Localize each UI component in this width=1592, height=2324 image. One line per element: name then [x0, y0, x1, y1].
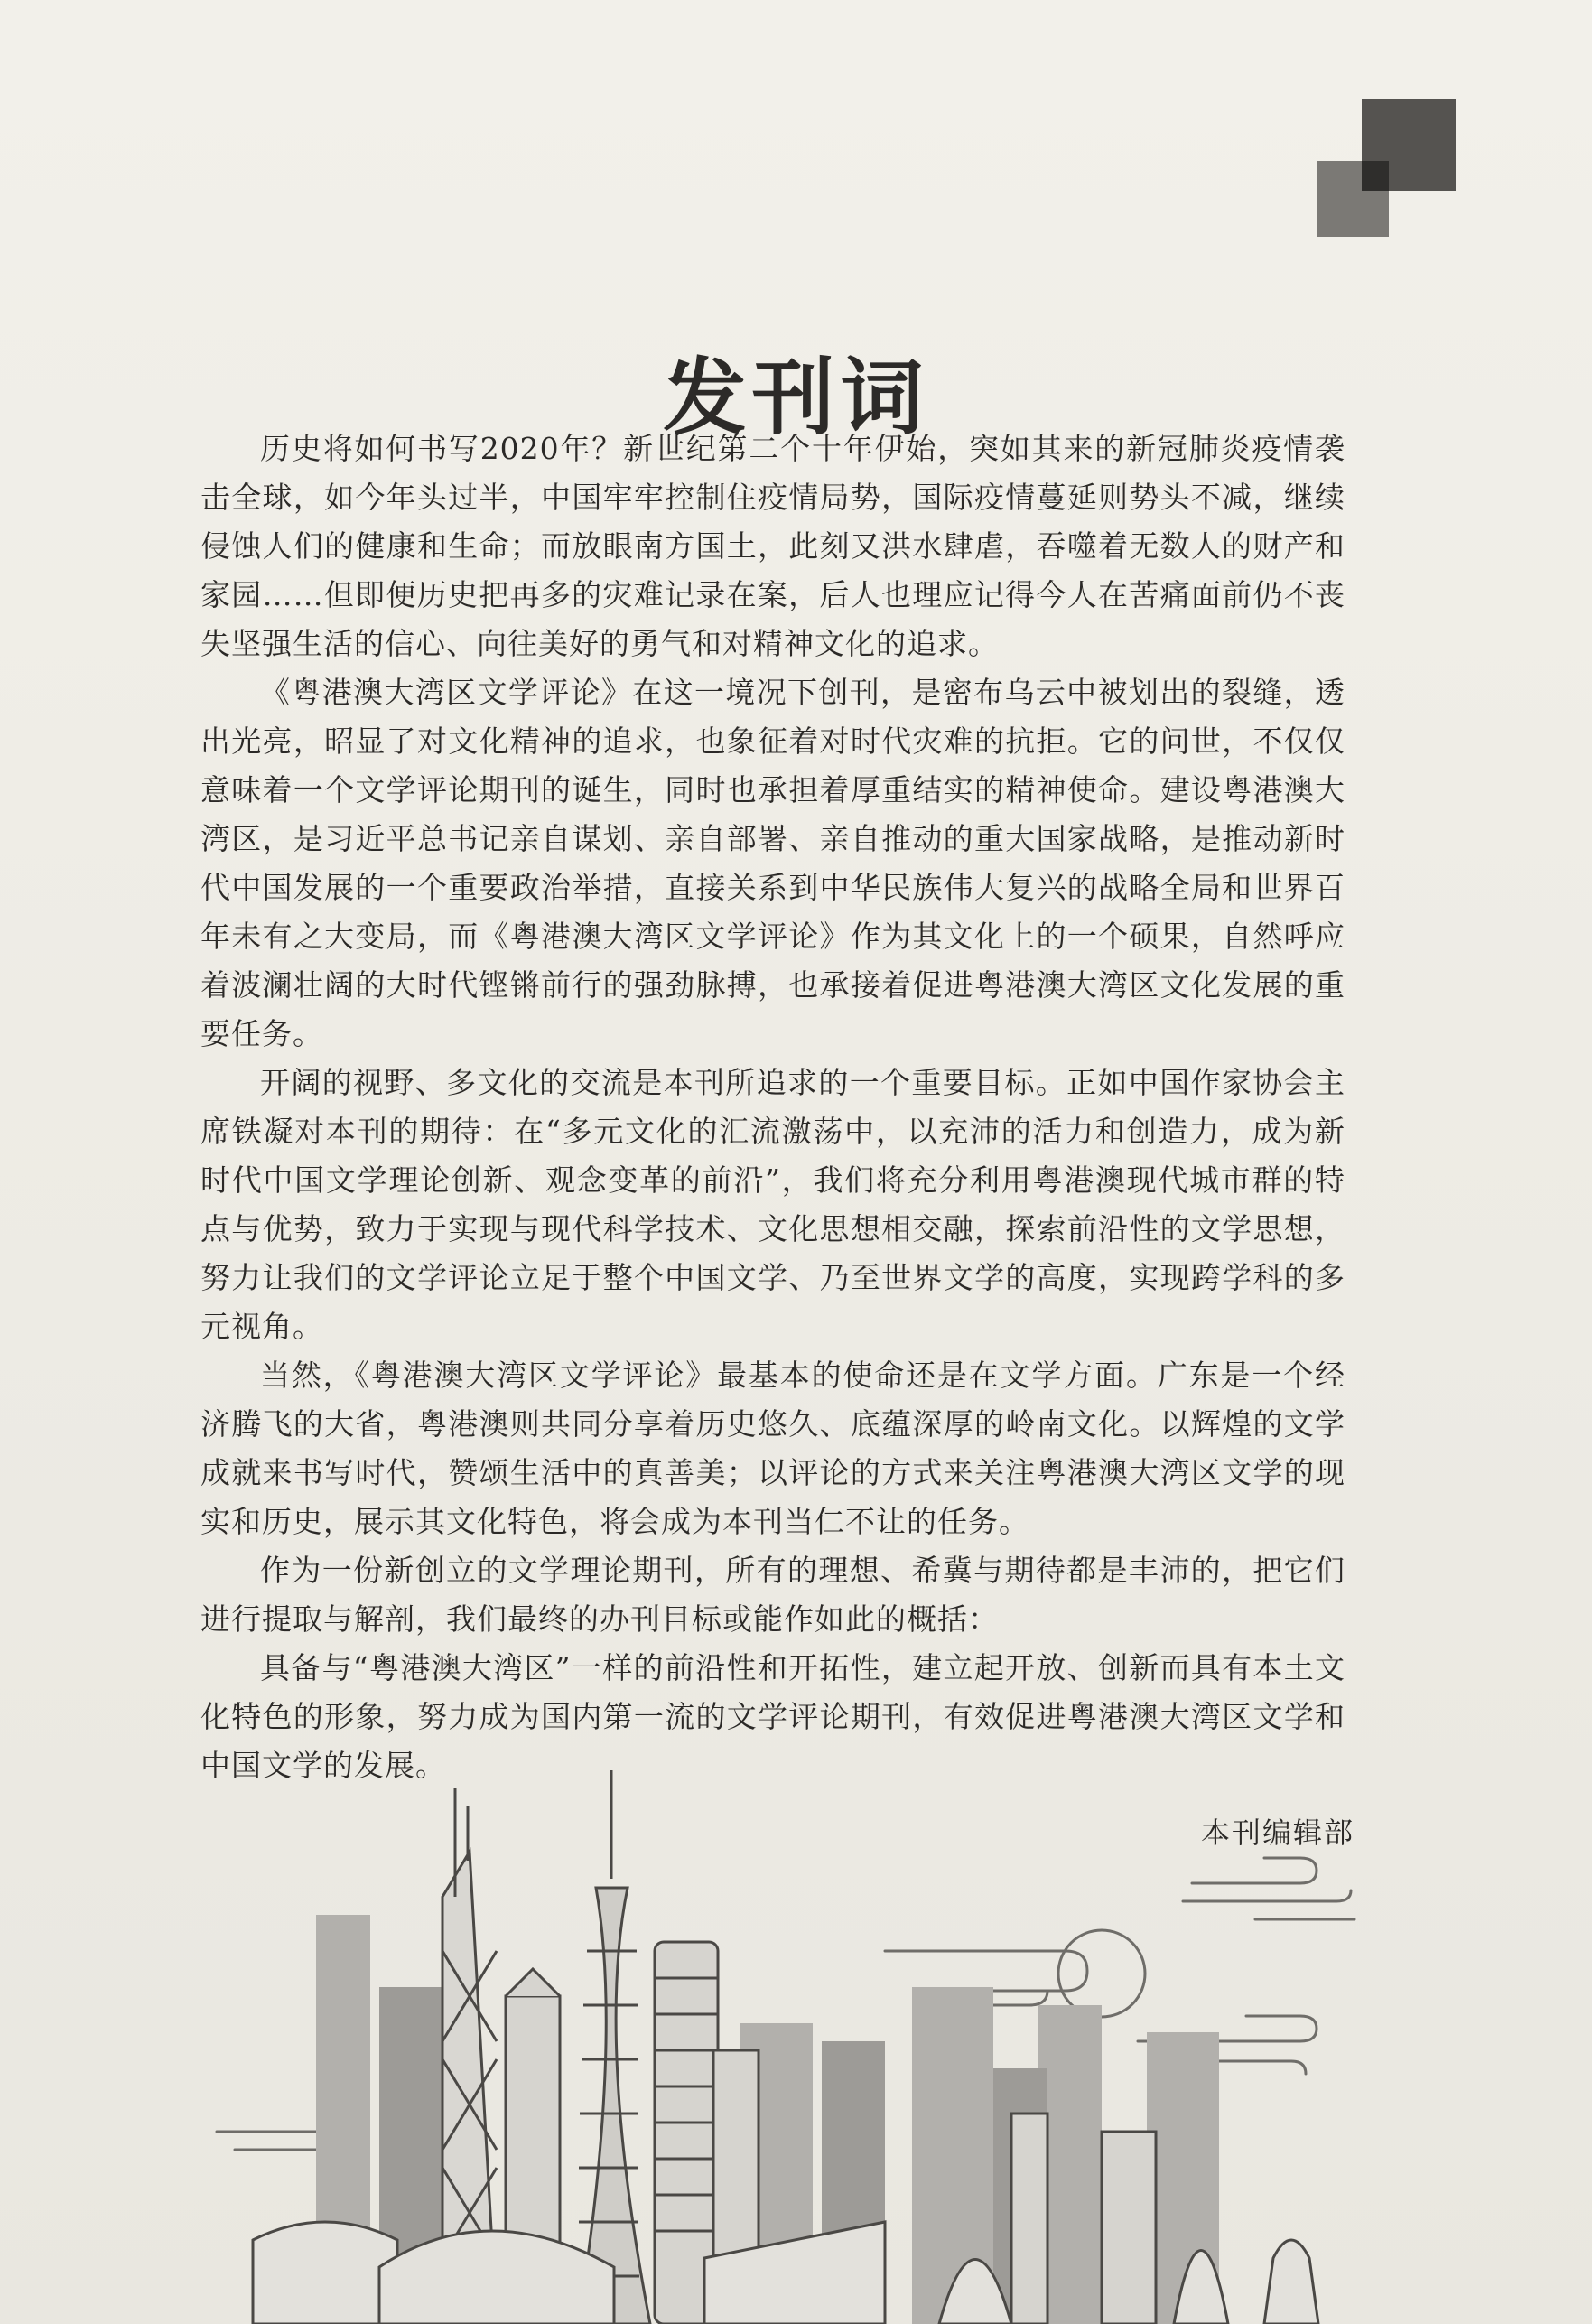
editorial-signature: 本刊编辑部: [1200, 1815, 1355, 1850]
city-skyline-illustration: [199, 1770, 1445, 2324]
page-title: 发刊词: [663, 348, 929, 446]
paragraph: 当然，《粤港澳大湾区文学评论》最基本的使命还是在文学方面。广东是一个经济腾飞的大省，粤港澳则共同分享着历史悠久、底蕴深厚的岭南文化。以辉煌的文学成就来书写时代，赞颂生活中的真善美；以评论的方式来关注粤港澳大湾区文学的现实和历史，展示其文化特色，将会成为本刊当仁不让的任务。: [200, 1358, 1345, 1539]
paragraph: 《粤港澳大湾区文学评论》在这一境况下创刊，是密布乌云中被划出的裂缝，透出光亮，昭显了对文化精神的追求，也象征着对时代灾难的抗拒。它的问世，不仅仅意味着一个文学评论期刊的诞生，同时也承担着厚重结实的精神使命。建设粤港澳大湾区，是习近平总书记亲自谋划、亲自部署、亲自推动的重大国家战略，是推动新时代中国发展的一个重要政治举措，直接关系到中华民族伟大复兴的战略全局和世界百年未有之大变局，而《粤港澳大湾区文学评论》作为其文化上的一个硕果，自然呼应着波澜壮阔的大时代铿锵前行的强劲脉搏，也承接着促进粤港澳大湾区文化发展的重要任务。: [200, 675, 1345, 1051]
paragraph: 作为一份新创立的文学理论期刊，所有的理想、希冀与期待都是丰沛的，把它们进行提取与解剖，我们最终的办刊目标或能作如此的概括：: [200, 1553, 1345, 1637]
cloud-icon: [1183, 1858, 1355, 1919]
paragraph: 历史将如何书写2020年？新世纪第二个十年伊始，突如其来的新冠肺炎疫情袭击全球，如今年头过半，中国牢牢控制住疫情局势，国际疫情蔓延则势头不减，继续侵蚀人们的健康和生命；而放眼南方国土，此刻又洪水肆虐，吞噬着无数人的财产和家园……但即便历史把再多的灾难记录在案，后人也理应记得今人在苦痛面前仍不丧失坚强生活的信心、向往美好的勇气和对精神文化的追求。: [200, 431, 1345, 661]
article-body: [200, 425, 1345, 1790]
paragraph: 开阔的视野、多文化的交流是本刊所追求的一个重要目标。正如中国作家协会主席铁凝对本刊的期待：在“多元文化的汇流激荡中，以充沛的活力和创造力，成为新时代中国文学理论创新、观念变革的前沿”，我们将充分利用粤港澳现代城市群的特点与优势，致力于实现与现代科学技术、文化思想相交融，探索前沿性的文学思想，努力让我们的文学评论立足于整个中国文学、乃至世界文学的高度，实现跨学科的多元视角。: [200, 1065, 1345, 1344]
canton-tower: [578, 1770, 650, 2324]
decorative-square-icon: [1362, 161, 1389, 191]
paragraph: 具备与“粤港澳大湾区”一样的前沿性和开拓性，建立起开放、创新而具有本土文化特色的形象，努力成为国内第一流的文学评论期刊，有效促进粤港澳大湾区文学和中国文学的发展。: [200, 1650, 1345, 1783]
